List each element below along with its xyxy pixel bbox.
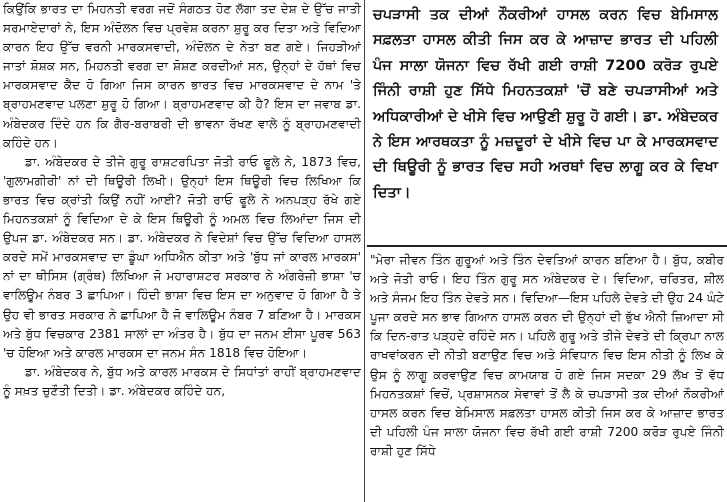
paragraph-3: ਡਾ. ਅੰਬੇਦਕਰ ਨੇ, ਬੁੱਧ ਅਤੇ ਕਾਰਲ ਮਾਰਕਸ ਦੇ ਸਿਧਾਂਤਾਂ ਰਾਹੀਂ ਬ੍ਰਾਹਮਣਵਾਦ ਨੂੰ ਸਖ਼ਤ ਚੁਣੌਤੀ ਦਿਤੀ। ਡਾ. ਅੰਬੇਦਕਰ ਕਹਿੰਦੇ ਹਨ,: [3, 364, 361, 398]
right-column: [370, 251, 724, 502]
pull-quote-rule: [367, 245, 727, 247]
paragraph-1: ਕਿਉਂਕਿ ਭਾਰਤ ਦਾ ਮਿਹਨਤੀ ਵਰਗ ਜਦੋਂ ਸੰਗਠਤ ਹੋਣ ਲੱਗਾ ਤਦ ਦੇਸ਼ ਦੇ ਉੱਚ ਜਾਤੀ ਸਰਮਾਏਦਾਰਾਂ ਨੇ, ਇਸ ਅੰਦੋਲਨ ਵਿਚ ਪ੍ਰਵੇਸ਼ ਕਰਨਾ ਸ਼ੁਰੂ ਕਰ ਦਿਤਾ ਅਤੇ ਵਿਦਿਆ ਕਾਰਨ ਇਹ ਉੱਚ ਵਰਨੀ ਮਾਰਕਸਵਾਦੀ, ਅੰਦੋਲਨ ਦੇ ਨੇਤਾ ਬਣ ਗਏ। ਜਿਹੜੀਆਂ ਜਾਤਾਂ ਸ਼ੋਸ਼ਕ ਸਨ, ਮਿਹਨਤੀ ਵਰਗ ਦਾ ਸ਼ੋਸ਼ਣ ਕਰਦੀਆਂ ਸਨ, ਉਨ੍ਹਾਂ ਦੇ ਹੱਥਾਂ ਵਿਚ ਮਾਰਕਸਵਾਦ ਕੈਦ ਹੋ ਗਿਆ ਜਿਸ ਕਾਰਨ ਭਾਰਤ ਵਿਚ ਮਾਰਕਸਵਾਦ ਦੇ ਨਾਮ 'ਤੇ ਬ੍ਰਾਹਮਣਵਾਦ ਪਲਣਾ ਸ਼ੁਰੂ ਹੋ ਗਿਆ। ਬ੍ਰਾਹਮਣਵਾਦ ਕੀ ਹੈ? ਇਸ ਦਾ ਜਵਾਬ ਡਾ. ਅੰਬੇਦਕਰ ਦਿੰਦੇ ਹਨ ਕਿ ਗੈਰ-ਬਰਾਬਰੀ ਦੀ ਭਾਵਨਾ ਰੱਖਣ ਵਾਲੇ ਨੂੰ ਬ੍ਰਾਹਮਣਵਾਦੀ ਕਹਿੰਦੇ ਹਨ।: [3, 2, 361, 150]
paragraph-4: "ਮੇਰਾ ਜੀਵਨ ਤਿੰਨ ਗੁਰੂਆਂ ਅਤੇ ਤਿੰਨ ਦੇਵਤਿਆਂ ਕਾਰਨ ਬਣਿਆ ਹੈ। ਬੁੱਧ, ਕਬੀਰ ਅਤੇ ਜੋਤੀ ਰਾਓ। ਇਹ ਤਿੰਨ ਗੁਰੂ ਸਨ ਅੰਬੇਦਕਰ ਦੇ। ਵਿਦਿਆ, ਚਰਿਤਰ, ਸ਼ੀਲ ਅਤੇ ਸੰਜਮ ਇਹ ਤਿੰਨ ਦੇਵਤੇ ਸਨ। ਵਿਦਿਆ—ਇਸ ਪਹਿਲੇ ਦੇਵਤੇ ਦੀ ਉਹ 24 ਘੰਟੇ ਪੂਜਾ ਕਰਦੇ ਸਨ ਭਾਵ ਗਿਆਨ ਹਾਸਲ ਕਰਨ ਦੀ ਉਨ੍ਹਾਂ ਦੀ ਭੁੱਖ ਐਨੀ ਜ਼ਿਆਦਾ ਸੀ ਕਿ ਦਿਨ-ਰਾਤ ਪੜ੍ਹਦੇ ਰਹਿੰਦੇ ਸਨ। ਪਹਿਲੇ ਗੁਰੂ ਅਤੇ ਤੀਜੇ ਦੇਵਤੇ ਦੀ ਕ੍ਰਿਪਾ ਨਾਲ ਰਾਖਵਾਂਕਰਨ ਦੀ ਨੀਤੀ ਬਣਾਉਣ ਵਿਚ ਅਤੇ ਸੰਵਿਧਾਨ ਵਿਚ ਇਸ ਨੀਤੀ ਨੂੰ ਲਿਖ ਕੇ ਉਸ ਨੂੰ ਲਾਗੂ ਕਰਵਾਉਣ ਵਿਚ ਕਾਮਯਾਬ ਹੋ ਗਏ ਜਿਸ ਸਦਕਾ 29 ਲੱਖ ਤੋਂ ਵੱਧ ਮਿਹਨਤਕਸ਼ਾਂ ਵਿਚੋਂ, ਪ੍ਰਸ਼ਾਸਨਕ ਸੇਵਾਵਾਂ ਤੋਂ ਲੈ ਕੇ ਚਪੜਾਸੀ ਤਕ ਦੀਆਂ ਨੌਕਰੀਆਂ ਹਾਸਲ ਕਰਨ ਵਿਚ ਬੇਮਿਸਾਲ ਸਫ਼ਲਤਾ ਹਾਸਲ ਕੀਤੀ ਜਿਸ ਕਰ ਕੇ ਆਜ਼ਾਦ ਭਾਰਤ ਦੀ ਪਹਿਲੀ ਪੰਜ ਸਾਲਾ ਯੋਜਨਾ ਵਿਚ ਰੱਖੀ ਗਈ ਰਾਸ਼ੀ 7200 ਕਰੋੜ ਰੁਪਏ ਜਿੰਨੀ ਰਾਸ਼ੀ ਹੁਣ ਸਿੱਧੇ: [370, 253, 724, 458]
paragraph-2: ਡਾ. ਅੰਬੇਦਕਰ ਦੇ ਤੀਜੇ ਗੁਰੂ ਰਾਸ਼ਟਰਪਿਤਾ ਜੋਤੀ ਰਾਓ ਫੂਲੇ ਨੇ, 1873 ਵਿਚ, 'ਗੁਲਾਮਗੀਰੀ' ਨਾਂ ਦੀ ਥਿਊਰੀ ਲਿਖੀ। ਉਨ੍ਹਾਂ ਇਸ ਥਿਊਰੀ ਵਿਚ ਲਿਖਿਆ ਕਿ ਭਾਰਤ ਵਿਚ ਕ੍ਰਾਂਤੀ ਕਿਉਂ ਨਹੀਂ ਆਈ? ਜੋਤੀ ਰਾਓ ਫੂਲੇ ਨੇ ਅਨਪੜ੍ਹ ਰੱਖੇ ਗਏ ਮਿਹਨਤਕਸ਼ਾਂ ਨੂੰ ਵਿਦਿਆ ਦੇ ਕੇ ਇਸ ਥਿਊਰੀ ਨੂੰ ਅਮਲ ਵਿਚ ਲਿਆਂਦਾ ਜਿਸ ਦੀ ਉਪਜ ਡਾ. ਅੰਬੇਦਕਰ ਸਨ। ਡਾ. ਅੰਬੇਦਕਰ ਨੇ ਵਿਦੇਸ਼ਾਂ ਵਿਚ ਉੱਚ ਵਿਦਿਆ ਹਾਸਲ ਕਰਦੇ ਸਮੇਂ ਮਾਰਕਸਵਾਦ ਦਾ ਡੂੰਘਾ ਅਧਿਐਨ ਕੀਤਾ ਅਤੇ 'ਬੁੱਧ ਜਾਂ ਕਾਰਲ ਮਾਰਕਸ' ਨਾਂ ਦਾ ਥੀਸਿਸ (ਗ੍ਰੰਥ) ਲਿਖਿਆ ਜੋ ਮਹਾਰਾਸ਼ਟਰ ਸਰਕਾਰ ਨੇ ਅੰਗਰੇਜ਼ੀ ਭਾਸ਼ਾ 'ਚ ਵਾਲਿਊਮ ਨੰਬਰ 3 ਛਾਪਿਆ। ਹਿੰਦੀ ਭਾਸ਼ਾ ਵਿਚ ਇਸ ਦਾ ਅਨੁਵਾਦ ਹੋ ਗਿਆ ਹੈ ਤੇ ਉਹ ਵੀ ਭਾਰਤ ਸਰਕਾਰ ਨੇ ਛਾਪਿਆ ਹੈ ਜੋ ਵਾਲਿਊਮ ਨੰਬਰ 7 ਬਣਿਆ ਹੈ। ਮਾਰਕਸ ਅਤੇ ਬੁੱਧ ਵਿਚਕਾਰ 2381 ਸਾਲਾਂ ਦਾ ਅੰਤਰ ਹੈ। ਬੁੱਧ ਦਾ ਜਨਮ ਈਸਾ ਪੂਰਵ 563 'ਚ ਹੋਇਆ ਅਤੇ ਕਾਰਲ ਮਾਰਕਸ ਦਾ ਜਨਮ ਸੰਨ 1818 ਵਿਚ ਹੋਇਆ।: [3, 154, 361, 360]
pull-quote: ਚਪੜਾਸੀ ਤਕ ਦੀਆਂ ਨੌਕਰੀਆਂ ਹਾਸਲ ਕਰਨ ਵਿਚ ਬੇਮਿਸਾਲ ਸਫ਼ਲਤਾ ਹਾਸਲ ਕੀਤੀ ਜਿਸ ਕਰ ਕੇ ਆਜ਼ਾਦ ਭਾਰਤ ਦੀ ਪਹਿਲੀ ਪੰਜ ਸਾਲਾ ਯੋਜਨਾ ਵਿਚ ਰੱਖੀ ਗਈ ਰਾਸ਼ੀ 7200 ਕਰੋੜ ਰੁਪਏ ਜਿੰਨੀ ਰਾਸ਼ੀ ਹੁਣ ਸਿੱਧੇ ਮਿਹਨਤਕਸ਼ਾਂ 'ਚੋਂ ਬਣੇ ਚਪੜਾਸੀਆਂ ਅਤੇ ਅਧਿਕਾਰੀਆਂ ਦੇ ਖੀਸੇ ਵਿਚ ਆਉਣੀ ਸ਼ੁਰੂ ਹੋ ਗਈ। ਡਾ. ਅੰਬੇਦਕਰ ਨੇ ਇਸ ਆਰਥਕਤਾ ਨੂੰ ਮਜ਼ਦੂਰਾਂ ਦੇ ਖੀਸੇ ਵਿਚ ਪਾ ਕੇ ਮਾਰਕਸਵਾਦ ਦੀ ਥਿਊਰੀ ਨੂੰ ਭਾਰਤ ਵਿਚ ਸਹੀ ਅਰਥਾਂ ਵਿਚ ਲਾਗੂ ਕਰ ਕੇ ਵਿਖਾ ਦਿਤਾ।: [373, 6, 718, 201]
column-divider: [364, 0, 365, 502]
left-column: [3, 0, 361, 502]
